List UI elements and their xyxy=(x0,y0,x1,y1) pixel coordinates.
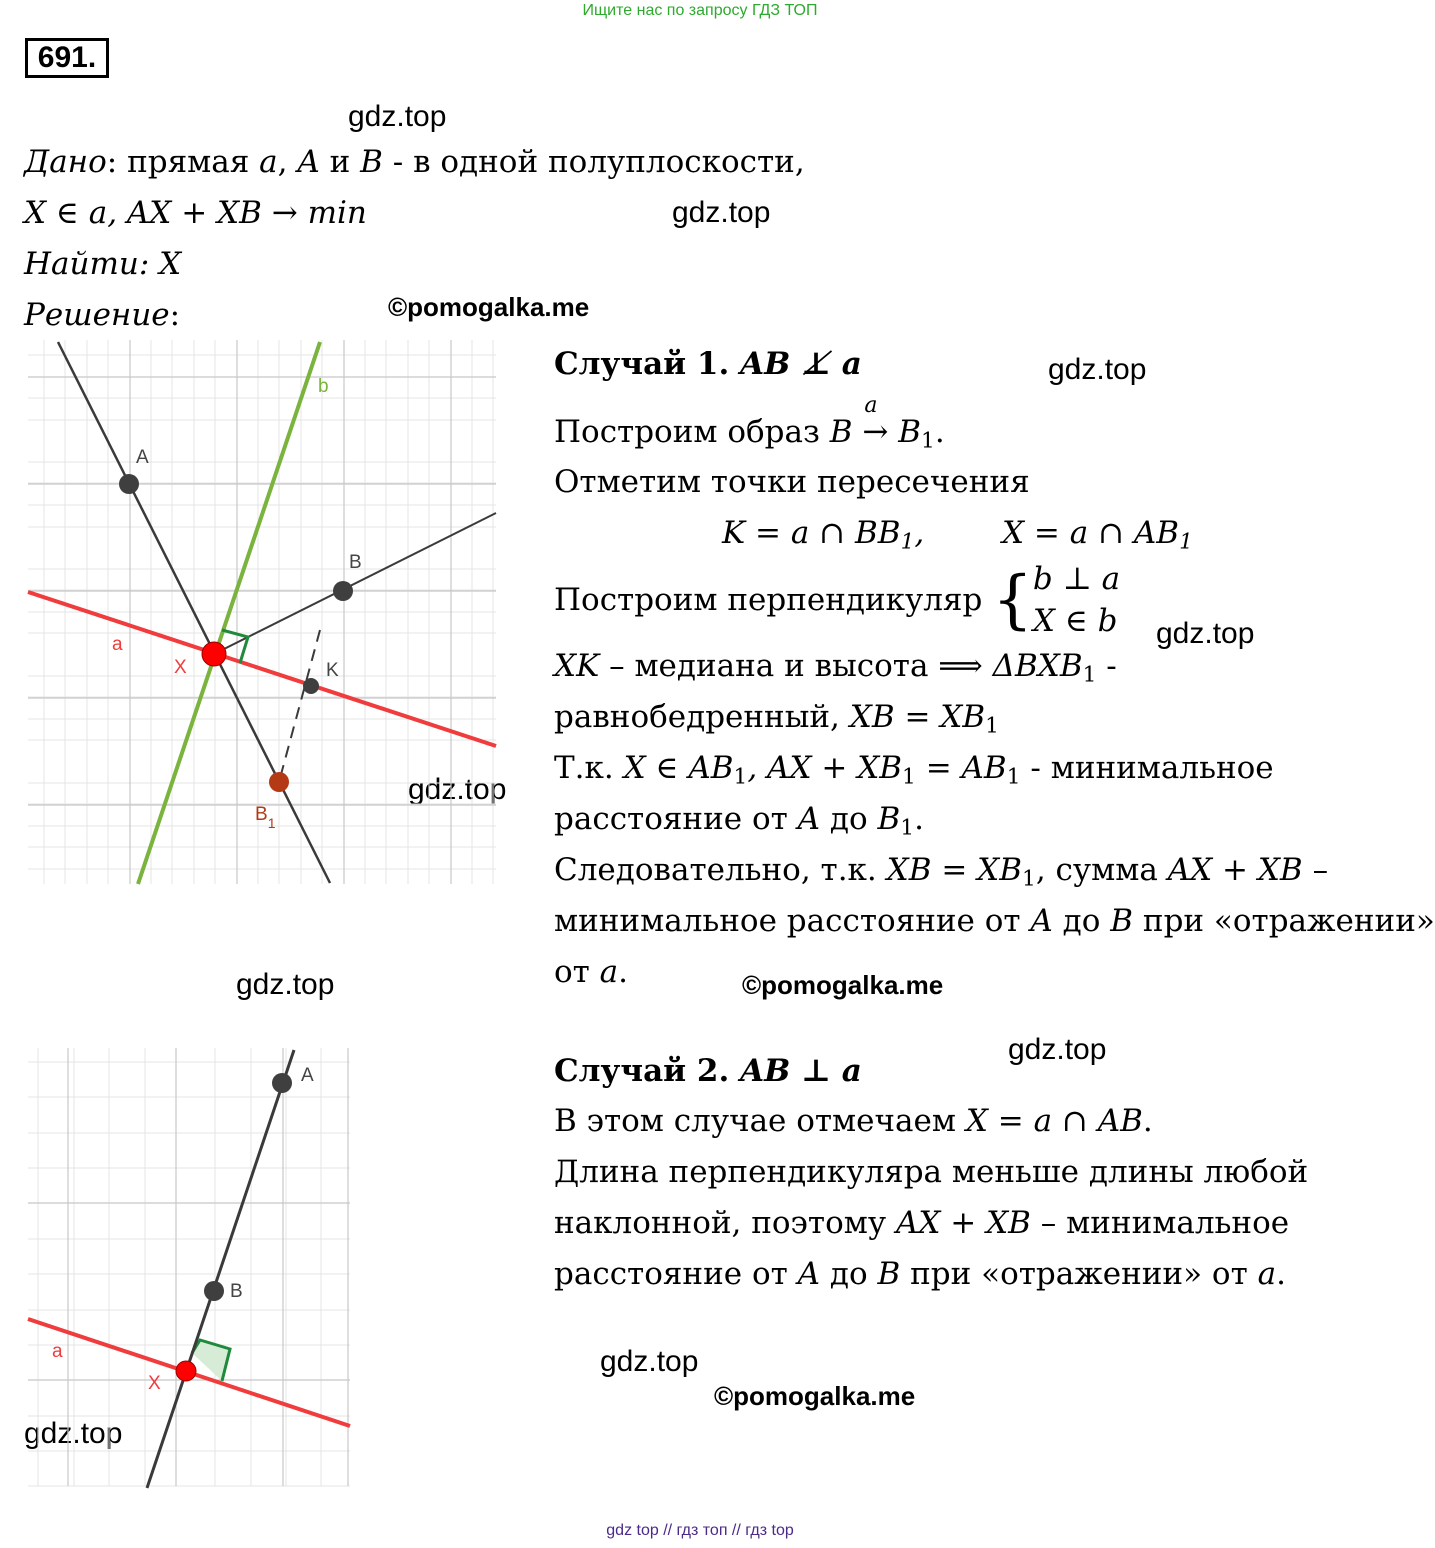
case2-line-3: наклонной, поэтому AX + XB – минимальное xyxy=(554,1205,1290,1241)
point-A xyxy=(119,474,139,494)
given-label: Дано xyxy=(24,144,107,180)
segment-BB1 xyxy=(279,630,320,782)
point-X xyxy=(176,1361,196,1381)
footer-links[interactable]: gdz top // гдз топ // гдз top xyxy=(606,1522,794,1539)
label-b: b xyxy=(318,376,329,397)
case1-line-10: минимальное расстояние от A до B при «отражении» xyxy=(554,903,1435,939)
label-a: a xyxy=(52,1341,63,1362)
watermark-gdz: gdz.top xyxy=(1008,1033,1107,1066)
label-A: A xyxy=(136,447,149,468)
label-B1: $B_1$ xyxy=(255,804,276,831)
point-K xyxy=(303,678,319,694)
watermark-pomogalka: ©pomogalka.me xyxy=(714,1381,916,1411)
label-K: K xyxy=(326,660,339,681)
line-AB xyxy=(147,1050,294,1488)
case1-line-3a: K = a ∩ $BB_1$, xyxy=(722,515,925,555)
watermark-pomogalka: ©pomogalka.me xyxy=(742,970,944,1000)
watermark-gdz: gdz.top xyxy=(600,1345,699,1378)
watermark-gdz: gdz.top xyxy=(1048,353,1147,386)
watermark-gdz: gdz.top xyxy=(408,773,507,806)
grid xyxy=(28,1048,350,1486)
watermark-gdz: gdz.top xyxy=(236,968,335,1001)
line-b xyxy=(138,342,320,884)
solution-label: Решение xyxy=(24,297,170,333)
given-line-2: X ∈ a, AX + XB → min xyxy=(24,195,367,231)
label-B: B xyxy=(230,1281,243,1302)
figure-case-2 xyxy=(28,1048,352,1488)
case1-line-9: Следовательно, т.к. XB = $XB_1$, сумма AX + XB – xyxy=(554,852,1329,892)
case1-line-1: Построим образ B a → $B_1$. xyxy=(554,393,945,454)
case1-line-4: Построим перпендикуляр {b ⊥ a X ∈ b xyxy=(554,558,1120,642)
label-A: A xyxy=(301,1065,314,1086)
figure-case-1 xyxy=(28,340,498,886)
system-of-conditions: {b ⊥ a X ∈ b xyxy=(992,561,1121,639)
find-label: Найти xyxy=(24,246,139,282)
watermark-gdz: gdz.top xyxy=(672,196,771,229)
case1-line-7: Т.к. X ∈ $AB_1$, AX + $XB_1 = AB_1$ - минимальное xyxy=(554,750,1274,790)
problem-number: 691. xyxy=(25,38,109,78)
case2-line-2: Длина перпендикуляра меньше длины любой xyxy=(554,1154,1309,1190)
solution-line: Решение: xyxy=(24,297,181,333)
case2-line-4: расстояние от A до B при «отражении» от a. xyxy=(554,1256,1286,1292)
case1-line-5: XK – медиана и высота ⟹ $\Delta BXB_1$ - xyxy=(554,648,1117,688)
label-X: X xyxy=(174,657,187,678)
watermark-gdz: gdz.top xyxy=(348,100,447,133)
case1-line-11: от a. xyxy=(554,954,629,990)
case1-line-3b: X = a ∩ $AB_1$ xyxy=(1002,515,1193,555)
case1-line-2: Отметим точки пересечения xyxy=(554,464,1030,500)
watermark-gdz: gdz.top xyxy=(24,1417,123,1450)
case1-line-8: расстояние от A до $B_1$. xyxy=(554,801,924,841)
point-A xyxy=(272,1073,292,1093)
case2-line-1: В этом случае отмечаем X = a ∩ AB. xyxy=(554,1103,1153,1139)
label-X: X xyxy=(148,1373,161,1394)
watermark-pomogalka: ©pomogalka.me xyxy=(388,292,590,322)
case2-heading: Случай 2. AB ⊥ a xyxy=(554,1053,862,1089)
case1-line-6: равнобедренный, XB = $XB_1$ xyxy=(554,699,999,739)
line-a xyxy=(28,592,496,746)
given-line-1: Дано: прямая a, A и B - в одной полуплоскости, xyxy=(24,144,805,180)
point-B xyxy=(333,581,353,601)
point-B xyxy=(204,1281,224,1301)
watermark-gdz: gdz.top xyxy=(1156,617,1255,650)
find-line: Найти: X xyxy=(24,246,182,282)
top-banner: Ищите нас по запросу ГДЗ ТОП xyxy=(582,2,818,19)
point-X xyxy=(202,642,226,666)
label-B: B xyxy=(349,552,362,573)
label-a: a xyxy=(112,634,123,655)
case1-heading: Случай 1. AB ⊥̸ a xyxy=(554,346,862,382)
point-B1 xyxy=(269,772,289,792)
